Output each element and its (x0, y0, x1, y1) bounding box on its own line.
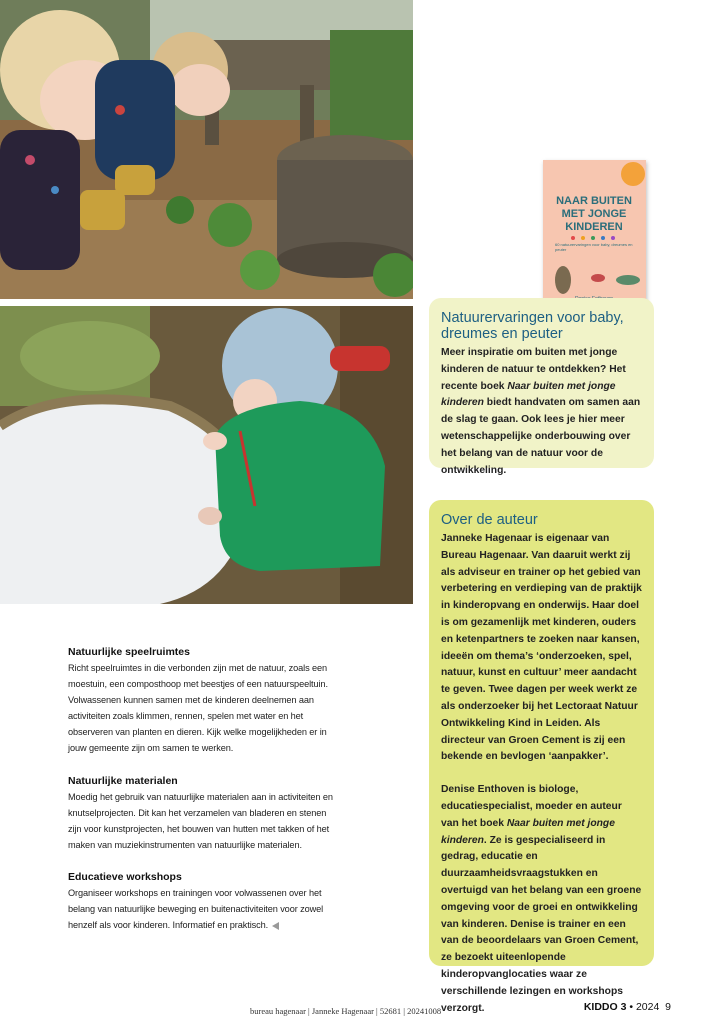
box-text-natuurervaringen: Meer inspiratie om buiten met jonge kinderen de natuur te ontdekken? Het recente boek Naar buiten met jonge kinderen biedt handvaten om samen aan de slag te gaan. Ook lees je hier meer wetenschappelijke onderbouwing over het belang van de natuur voor de ontwikkeling. (441, 347, 641, 476)
section-text: Moedig het gebruik van natuurlijke materialen aan in activiteiten en knutselprojecten. Dit kan het verzamelen van bladeren en stenen zijn voor kunstprojecten, het bouwen van hutten met takken of het maken van muziekinstrumenten van natuurlijke materialen. (68, 791, 333, 850)
end-of-article-icon (272, 922, 279, 930)
main-text-column (68, 645, 336, 950)
section-speelruimtes (68, 645, 336, 757)
page-footer: KIDDO 3 • 2024 9 (583, 1001, 671, 1013)
box-heading-auteur: Over de auteur (441, 512, 538, 528)
section-text: Richt speelruimtes in die verbonden zijn met de natuur, zoals een moestuin, een composthoop met beestjes of een natuurspeeltuin. Volwassenen kunnen samen met de kinderen deelnemen aan activiteiten zoals klimmen, rennen, spelen met water en het observeren van planten en dieren. Kijk welke mogelijkheden er in jouw gemeente zijn om samen te werken. (68, 663, 328, 754)
auteur-para-janneke: Janneke Hagenaar is eigenaar van Bureau Hagenaar. Van daaruit werkt zij als adviseur en trainer op het gebied van verbetering en verdieping van de praktijk in kinderopvang en onderwijs. Haar doel is om gezamenlijk met kinderen, ouders en ketenpartners te zoeken naar kansen, ideeën om thema’s ‘onderzoeken, spel, natuur, kunst en cultuur’ meer aandacht te geven. Twee dagen per week werkt ze als onderzoeker bij het Lectoraat Natuur Ontwikkeling Kind in Leiden. Als directeur van Groen Cement is zij een bekende en bevlogen ‘aanpakker’. (441, 533, 642, 763)
photo-baby-snow-stump (0, 306, 413, 604)
book-cover (543, 160, 646, 307)
section-heading: Natuurlijke materialen (68, 774, 178, 787)
section-heading: Natuurlijke speelruimtes (68, 646, 190, 658)
photo-toddlers-tree-stump (0, 0, 413, 299)
book-title-line3: KINDEREN (565, 221, 623, 233)
section-materialen (68, 774, 336, 853)
book-title-line2: MET JONGE (561, 208, 627, 220)
book-title-line1: NAAR BUITEN (556, 195, 632, 207)
book-subtitle: 60 natuurervaringen voor baby, dreumes en peuter (555, 242, 633, 252)
section-heading: Educatieve workshops (68, 870, 182, 883)
magazine-year: 2024 (635, 1001, 660, 1013)
page-number: 9 (665, 1001, 671, 1013)
book-title-reference: Naar buiten met jonge kinderen (441, 380, 616, 409)
section-workshops (68, 870, 336, 933)
book-title-reference: Naar buiten met jonge kinderen (441, 817, 615, 846)
section-text: Organiseer workshops en trainingen voor volwassenen over het belang van natuurlijke beweging en buitenactiviteiten voor zowel henzelf als voor kinderen. Informatief en praktisch. (68, 887, 324, 931)
box-heading-natuurervaringen: Natuurervaringen voor baby, dreumes en peuter (441, 310, 624, 342)
magazine-name: KIDDO 3 (583, 1001, 627, 1013)
auteur-para-denise: Denise Enthoven is biologe, educatiespecialist, moeder en auteur van het boek Naar buiten met jonge kinderen. Ze is gespecialiseerd in gedrag, educatie en duurzaamheidsvraagstukken en overtuigd van het belang van een groene omgeving voor de groei en ontwikkeling van kinderen. Denise is trainer en een van de beoordelaars van Groen Cement, ze bezoekt uiteenlopende kinderopvanglocaties waar ze verschillende lezingen en workshops verzorgt. (441, 784, 642, 1014)
footer-source: bureau hagenaar | Janneke Hagenaar | 52681 | 20241008 (250, 1006, 442, 1016)
sidebar-box-natuurervaringen (429, 298, 654, 476)
